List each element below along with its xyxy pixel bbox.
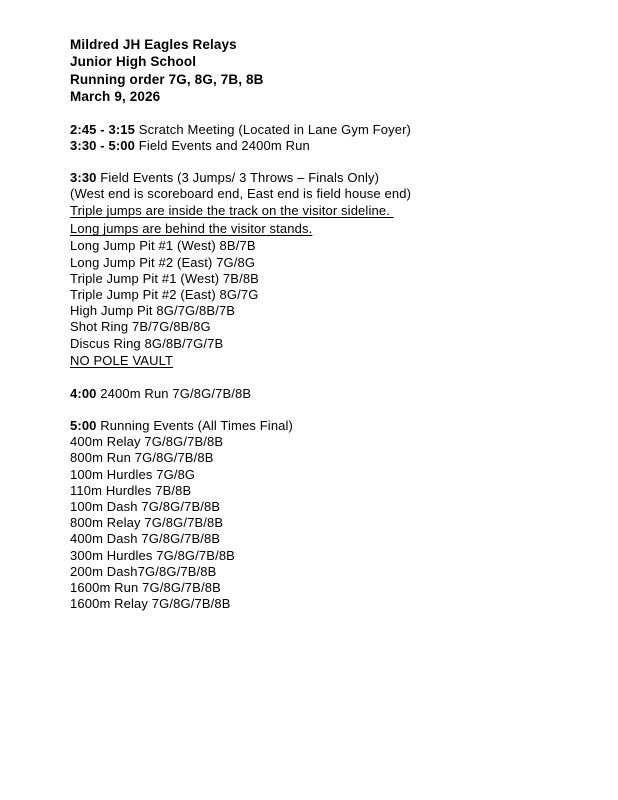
venue-item: Discus Ring 8G/8B/7G/7B (70, 335, 224, 351)
schedule-summary (70, 122, 570, 154)
venue-item: Long Jump Pit #2 (East) 7G/8G (70, 254, 256, 270)
spacer (70, 106, 570, 122)
distance-run-section (70, 386, 570, 402)
running-event-item: 400m Dash 7G/8G/7B/8B (70, 531, 221, 547)
spacer (70, 370, 570, 386)
running-event-item: 800m Run 7G/8G/7B/8B (70, 450, 214, 466)
running-event-item: 800m Relay 7G/8G/7B/8B (70, 515, 224, 531)
document-header (70, 36, 570, 106)
field-events-heading-text: Field Events (3 Jumps/ 3 Throws – Finals Only) (96, 170, 380, 186)
page-title: Mildred JH Eagles Relays (70, 37, 237, 52)
venue-item: Triple Jump Pit #1 (West) 7B/8B (70, 270, 259, 286)
spacer (70, 154, 570, 170)
long-jump-note-row (70, 220, 570, 238)
long-jump-note: Long jumps are behind the visitor stands. (70, 221, 313, 237)
venue-item: Shot Ring 7B/7G/8B/8G (70, 319, 211, 335)
field-events-time: 3:30 (70, 170, 97, 186)
no-pole-vault-notice: NO POLE VAULT (70, 352, 174, 368)
triple-jump-note: Triple jumps are inside the track on the visitor sideline. (70, 203, 394, 219)
field-events-section (70, 170, 570, 370)
summary-time: 3:30 - 5:00 (70, 137, 136, 153)
distance-run-row (70, 386, 570, 402)
spacer (70, 402, 570, 418)
running-events-section (70, 418, 570, 612)
triple-jump-note-row (70, 202, 570, 220)
summary-text: Field Events and 2400m Run (135, 137, 310, 153)
running-events-heading-text: Running Events (All Times Final) (96, 418, 294, 434)
running-event-item: 400m Relay 7G/8G/7B/8B (70, 434, 224, 450)
school-name: Junior High School (70, 54, 197, 70)
running-event-item: 1600m Run 7G/8G/7B/8B (70, 580, 221, 596)
running-event-item: 110m Hurdles 7B/8B (70, 482, 192, 498)
venue-item: High Jump Pit 8G/7G/8B/7B (70, 303, 236, 319)
running-event-item: 1600m Relay 7G/8G/7B/8B (70, 596, 231, 612)
summary-text: Scratch Meeting (Located in Lane Gym Foyer) (135, 121, 411, 137)
summary-time: 2:45 - 3:15 (70, 121, 136, 137)
running-events-time: 5:00 (70, 418, 97, 434)
running-event-item: 200m Dash7G/8G/7B/8B (70, 563, 217, 579)
distance-run-time: 4:00 (70, 385, 97, 401)
running-event-item: 100m Dash 7G/8G/7B/8B (70, 499, 221, 515)
venue-item: Triple Jump Pit #2 (East) 8G/7G (70, 287, 259, 303)
summary-row (70, 122, 570, 138)
event-date: March 9, 2026 (70, 89, 161, 105)
summary-row (70, 138, 570, 154)
field-events-orientation-note: (West end is scoreboard end, East end is field house end) (70, 186, 412, 202)
running-events-heading (70, 418, 570, 434)
field-events-heading (70, 170, 570, 186)
distance-run-text: 2400m Run 7G/8G/7B/8B (96, 385, 252, 401)
no-pole-vault-row (70, 352, 570, 370)
running-event-item: 300m Hurdles 7G/8G/7B/8B (70, 547, 235, 563)
running-event-item: 100m Hurdles 7G/8G (70, 466, 196, 482)
running-order: Running order 7G, 8G, 7B, 8B (70, 71, 264, 87)
venue-item: Long Jump Pit #1 (West) 8B/7B (70, 238, 256, 254)
schedule-document (70, 36, 570, 613)
